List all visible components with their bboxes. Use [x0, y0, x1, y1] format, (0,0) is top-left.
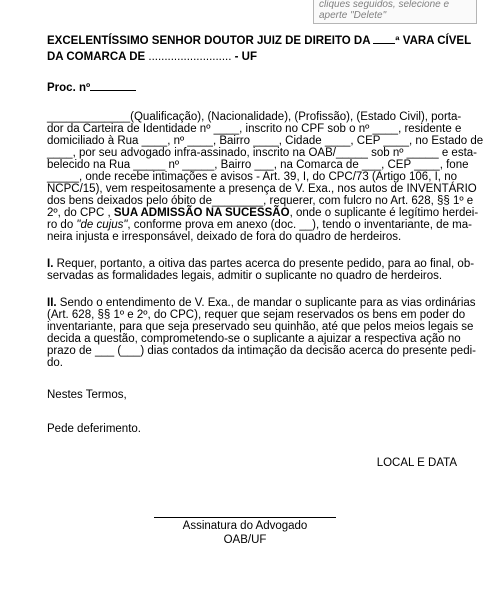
signature-line — [154, 517, 336, 518]
signature-label: Assinatura do Advogado — [182, 520, 308, 532]
text-line: ____, por seu advogado infra-assinado, inscrito na OAB/_____ sob nº _____ e esta- — [47, 147, 477, 159]
item-number: I. — [47, 258, 54, 270]
text-line: servadas as formalidades legais, admitir o suplicante no quadro de herdeiros. — [47, 270, 443, 282]
tooltip — [313, 0, 477, 24]
process-label: Proc. nº — [47, 82, 91, 94]
blank-line — [373, 34, 395, 44]
document — [47, 33, 484, 471]
text-line: dor da Carteira de Identidade nº ____, inscrito no CPF sob o nº ____, residente e — [47, 123, 462, 135]
bold-text: SUA ADMISSÃO NA SUCESSÃO — [113, 207, 290, 219]
paragraph-request-1 — [47, 258, 475, 282]
text-fragment: , conforme prova em anexo (doc. __), tendo o inventariante, de ma- — [127, 219, 472, 231]
header-text: - UF — [231, 51, 258, 63]
text-line: _____________(Qualificação), (Nacionalidade), (Profissão), (Estado Civil), porta- — [47, 111, 462, 123]
text-line: neira injusta e irresponsável, deixado de fora do quadro de herdeiros. — [47, 231, 402, 243]
dotted-blank: .......................... — [148, 51, 232, 63]
text-line — [47, 207, 479, 219]
header-line-1 — [47, 33, 472, 49]
text-line — [47, 258, 475, 270]
tooltip-line: aperte "Delete" — [319, 10, 387, 21]
header-line-2 — [47, 49, 457, 65]
tooltip-line: cliques seguidos, selecione e — [319, 0, 450, 10]
closing-request: Pede deferimento. — [47, 423, 141, 435]
text-line: _____, onde recebe intimações e avisos - Art. 39, I, do CPC/73 (Artigo 106, I, no — [47, 171, 457, 183]
blank-line — [90, 81, 136, 91]
item-number: II. — [47, 297, 57, 309]
header-text: EXCELENTÍSSIMO SENHOR DOUTOR JUIZ DE DIREITO DA — [47, 35, 374, 47]
italic-text: "de cujus" — [76, 219, 128, 231]
text-line — [47, 297, 476, 309]
text-line: do. — [47, 357, 63, 369]
header-text: ª VARA CÍVEL — [395, 35, 472, 47]
text-line: inventariante, para que seja preservado seu quinhão, até que pelos meios legais se — [47, 321, 474, 333]
text-line: decida a questão, comprometendo-se o suplicante a ajuizar a respectiva ação no — [47, 333, 461, 345]
text-fragment: Sendo o entendimento de V. Exa., de mandar o suplicante para as vias ordinárias — [56, 297, 476, 309]
text-fragment: , onde o suplicante é legítimo herdei- — [289, 207, 479, 219]
local-date: LOCAL E DATA — [376, 457, 457, 469]
document-header — [47, 33, 472, 65]
paragraph-request-2 — [47, 297, 476, 369]
text-line — [47, 219, 472, 231]
closing-terms: Nestes Termos, — [47, 389, 127, 401]
signature-block — [154, 519, 336, 547]
text-line: dos bens deixados pelo óbito de________, requerer, com fulcro no Art. 628, §§ 1º e — [47, 195, 474, 207]
text-line: belecido na Rua _____ nº _____, Bairro ___, na Comarca de ___, CEP ____, fone — [47, 159, 469, 171]
text-line: (Art. 628, §§ 1º e 2º, do CPC), requer que sejam reservados os bens em poder do — [47, 309, 466, 321]
text-fragment: ro do — [47, 219, 77, 231]
text-fragment: 2º, do CPC , — [47, 207, 114, 219]
signature-oab: OAB/UF — [223, 534, 267, 546]
text-line: prazo de ___ (___) dias contados da intimação da decisão acerca do presente pedi- — [47, 345, 476, 357]
process-number — [47, 81, 457, 94]
paragraph-qualification — [47, 111, 484, 243]
text-line: NCPC/15), vem respeitosamente a presença de V. Exa., nos autos de INVENTÁRIO — [47, 183, 477, 195]
header-text: DA COMARCA DE — [47, 51, 149, 63]
text-line: domiciliado à Rua ____, nº ____, Bairro ____, Cidade ____, CEP ____, no Estado de — [47, 135, 484, 147]
text-fragment: Requer, portanto, a oitiva das partes acerca do presente pedido, para ao final, ob- — [53, 258, 475, 270]
